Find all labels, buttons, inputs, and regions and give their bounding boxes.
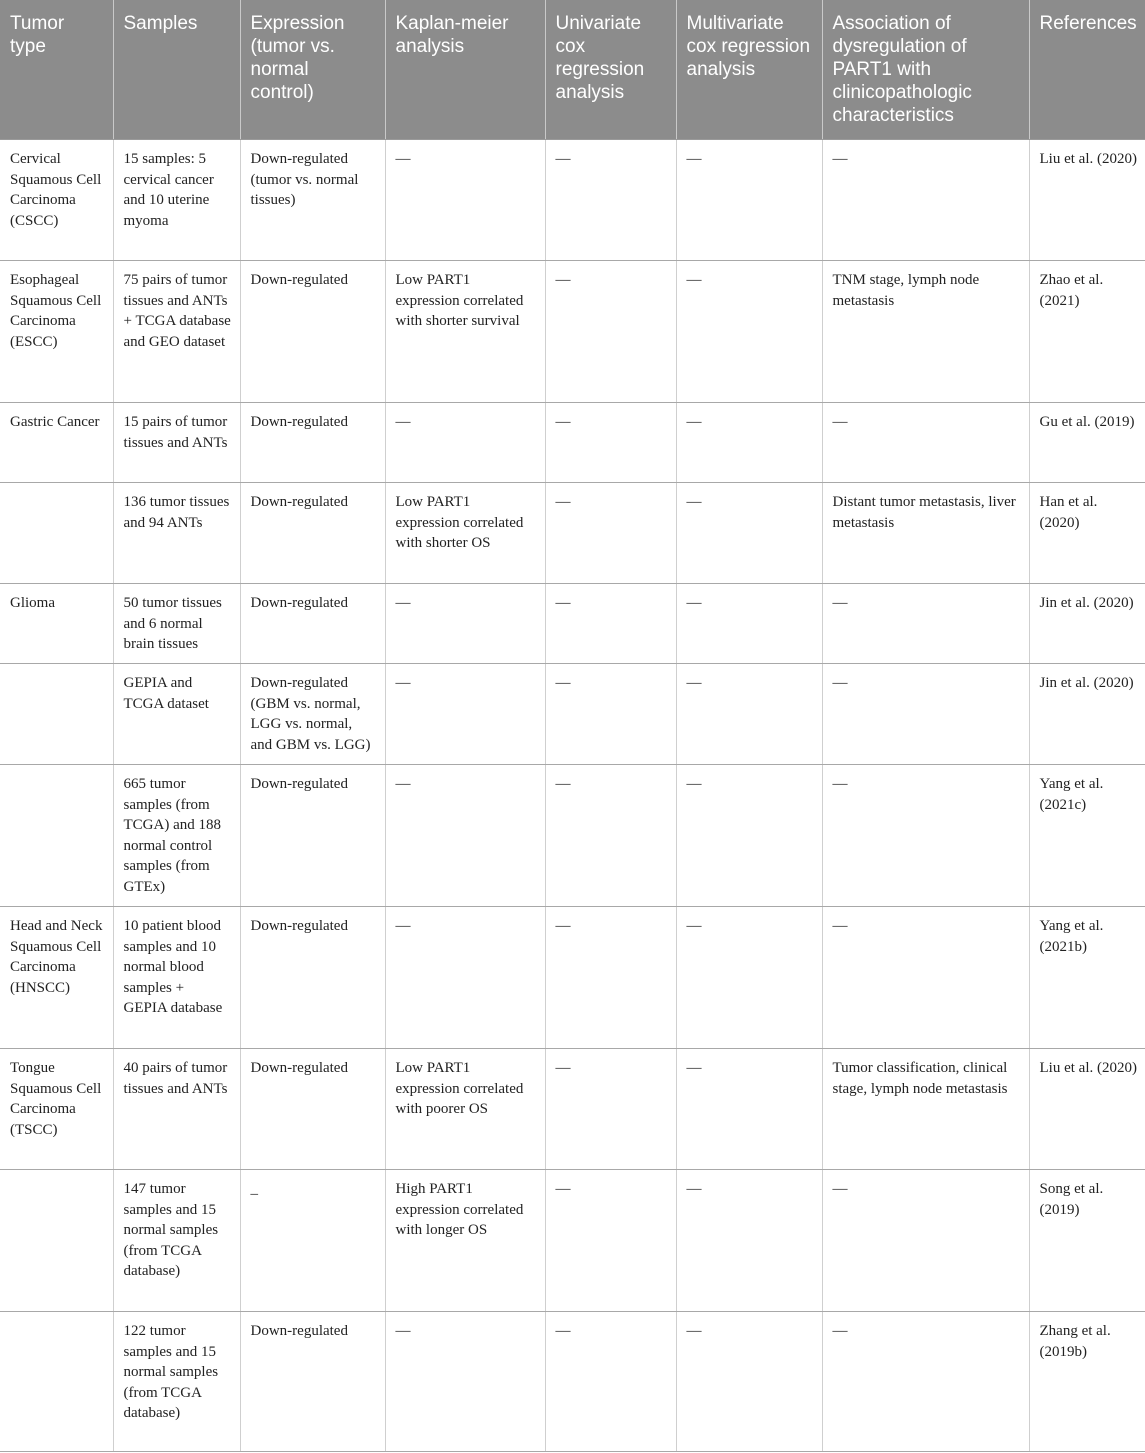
cell-kaplan-meier: High PART1 expression correlated with longer OS	[385, 1170, 545, 1312]
cell-expression: Down-regulated	[240, 403, 385, 483]
cell-multivariate: —	[676, 1049, 822, 1170]
header-multivariate: Multivariate cox regression analysis	[676, 0, 822, 140]
cell-kaplan-meier: —	[385, 584, 545, 664]
cell-reference: Liu et al. (2020)	[1029, 1049, 1145, 1170]
cell-expression: _	[240, 1170, 385, 1312]
header-tumor-type: Tumor type	[0, 0, 113, 140]
cell-univariate: —	[545, 765, 676, 907]
cell-multivariate: —	[676, 584, 822, 664]
cell-samples: 15 samples: 5 cervical cancer and 10 uterine myoma	[113, 140, 240, 261]
cell-expression: Down-regulated (GBM vs. normal, LGG vs. normal, and GBM vs. LGG)	[240, 664, 385, 765]
cell-tumor-type: Glioma	[0, 584, 113, 664]
cell-tumor-type: Tongue Squamous Cell Carcinoma (TSCC)	[0, 1049, 113, 1170]
header-clinicopathologic: Association of dysregulation of PART1 with clinicopathologic characteristics	[822, 0, 1029, 140]
cell-expression: Down-regulated	[240, 907, 385, 1049]
table-row	[0, 1170, 1145, 1312]
cell-samples: 75 pairs of tumor tissues and ANTs + TCGA database and GEO dataset	[113, 261, 240, 403]
cell-tumor-type	[0, 1170, 113, 1312]
cell-univariate: —	[545, 907, 676, 1049]
cell-clinicopathologic: Distant tumor metastasis, liver metastasis	[822, 483, 1029, 584]
cell-kaplan-meier: —	[385, 140, 545, 261]
cell-reference: Jin et al. (2020)	[1029, 584, 1145, 664]
cell-clinicopathologic: —	[822, 403, 1029, 483]
cell-multivariate: —	[676, 1170, 822, 1312]
cell-tumor-type	[0, 765, 113, 907]
table-body	[0, 140, 1145, 1452]
header-samples: Samples	[113, 0, 240, 140]
cell-tumor-type: Head and Neck Squamous Cell Carcinoma (HNSCC)	[0, 907, 113, 1049]
cell-expression: Down-regulated	[240, 483, 385, 584]
cell-univariate: —	[545, 1170, 676, 1312]
cell-multivariate: —	[676, 664, 822, 765]
table-row	[0, 1312, 1145, 1452]
cell-univariate: —	[545, 483, 676, 584]
cell-expression: Down-regulated	[240, 765, 385, 907]
cell-kaplan-meier: Low PART1 expression correlated with poorer OS	[385, 1049, 545, 1170]
cell-clinicopathologic: —	[822, 765, 1029, 907]
cell-reference: Yang et al. (2021b)	[1029, 907, 1145, 1049]
cell-clinicopathologic: —	[822, 1312, 1029, 1452]
cell-samples: 50 tumor tissues and 6 normal brain tissues	[113, 584, 240, 664]
table-row	[0, 403, 1145, 483]
cell-tumor-type	[0, 483, 113, 584]
table-row	[0, 140, 1145, 261]
cell-multivariate: —	[676, 261, 822, 403]
cell-samples: 122 tumor samples and 15 normal samples (from TCGA database)	[113, 1312, 240, 1452]
cell-expression: Down-regulated	[240, 584, 385, 664]
cell-kaplan-meier: —	[385, 1312, 545, 1452]
cell-kaplan-meier: Low PART1 expression correlated with shorter survival	[385, 261, 545, 403]
cell-clinicopathologic: —	[822, 584, 1029, 664]
cell-multivariate: —	[676, 1312, 822, 1452]
cell-multivariate: —	[676, 140, 822, 261]
cell-clinicopathologic: —	[822, 664, 1029, 765]
table-row	[0, 483, 1145, 584]
cell-expression: Down-regulated	[240, 261, 385, 403]
cell-tumor-type	[0, 664, 113, 765]
cell-tumor-type	[0, 1312, 113, 1452]
cell-univariate: —	[545, 584, 676, 664]
header-univariate: Univariate cox regression analysis	[545, 0, 676, 140]
cell-univariate: —	[545, 1312, 676, 1452]
cell-tumor-type: Esophageal Squamous Cell Carcinoma (ESCC)	[0, 261, 113, 403]
cell-expression: Down-regulated	[240, 1312, 385, 1452]
cell-multivariate: —	[676, 765, 822, 907]
cell-univariate: —	[545, 261, 676, 403]
cell-reference: Yang et al. (2021c)	[1029, 765, 1145, 907]
table-row	[0, 907, 1145, 1049]
header-references: References	[1029, 0, 1145, 140]
table-row	[0, 261, 1145, 403]
cell-clinicopathologic: —	[822, 1170, 1029, 1312]
cell-kaplan-meier: —	[385, 664, 545, 765]
cell-univariate: —	[545, 664, 676, 765]
cell-univariate: —	[545, 1049, 676, 1170]
cell-univariate: —	[545, 140, 676, 261]
cell-samples: 40 pairs of tumor tissues and ANTs	[113, 1049, 240, 1170]
cell-samples: 665 tumor samples (from TCGA) and 188 normal control samples (from GTEx)	[113, 765, 240, 907]
table-row	[0, 664, 1145, 765]
cell-samples: 15 pairs of tumor tissues and ANTs	[113, 403, 240, 483]
header-kaplan-meier: Kaplan-meier analysis	[385, 0, 545, 140]
cell-multivariate: —	[676, 483, 822, 584]
cell-clinicopathologic: Tumor classification, clinical stage, lymph node metastasis	[822, 1049, 1029, 1170]
cell-reference: Gu et al. (2019)	[1029, 403, 1145, 483]
cell-clinicopathologic: TNM stage, lymph node metastasis	[822, 261, 1029, 403]
cell-samples: 136 tumor tissues and 94 ANTs	[113, 483, 240, 584]
cell-tumor-type: Gastric Cancer	[0, 403, 113, 483]
cell-kaplan-meier: —	[385, 403, 545, 483]
cell-clinicopathologic: —	[822, 907, 1029, 1049]
table-row	[0, 584, 1145, 664]
cell-expression: Down-regulated (tumor vs. normal tissues)	[240, 140, 385, 261]
cell-reference: Liu et al. (2020)	[1029, 140, 1145, 261]
cell-kaplan-meier: —	[385, 765, 545, 907]
cell-samples: 10 patient blood samples and 10 normal blood samples + GEPIA database	[113, 907, 240, 1049]
cell-samples: GEPIA and TCGA dataset	[113, 664, 240, 765]
cell-univariate: —	[545, 403, 676, 483]
cell-reference: Jin et al. (2020)	[1029, 664, 1145, 765]
table-row	[0, 1049, 1145, 1170]
header-expression: Expression (tumor vs. normal control)	[240, 0, 385, 140]
cell-samples: 147 tumor samples and 15 normal samples (from TCGA database)	[113, 1170, 240, 1312]
cell-multivariate: —	[676, 403, 822, 483]
cell-reference: Han et al. (2020)	[1029, 483, 1145, 584]
cell-kaplan-meier: Low PART1 expression correlated with shorter OS	[385, 483, 545, 584]
cell-multivariate: —	[676, 907, 822, 1049]
cell-reference: Zhao et al. (2021)	[1029, 261, 1145, 403]
cell-reference: Song et al. (2019)	[1029, 1170, 1145, 1312]
table-row	[0, 765, 1145, 907]
cell-expression: Down-regulated	[240, 1049, 385, 1170]
cell-tumor-type: Cervical Squamous Cell Carcinoma (CSCC)	[0, 140, 113, 261]
cell-reference: Zhang et al. (2019b)	[1029, 1312, 1145, 1452]
table-header-row	[0, 0, 1145, 140]
cell-clinicopathologic: —	[822, 140, 1029, 261]
cell-kaplan-meier: —	[385, 907, 545, 1049]
